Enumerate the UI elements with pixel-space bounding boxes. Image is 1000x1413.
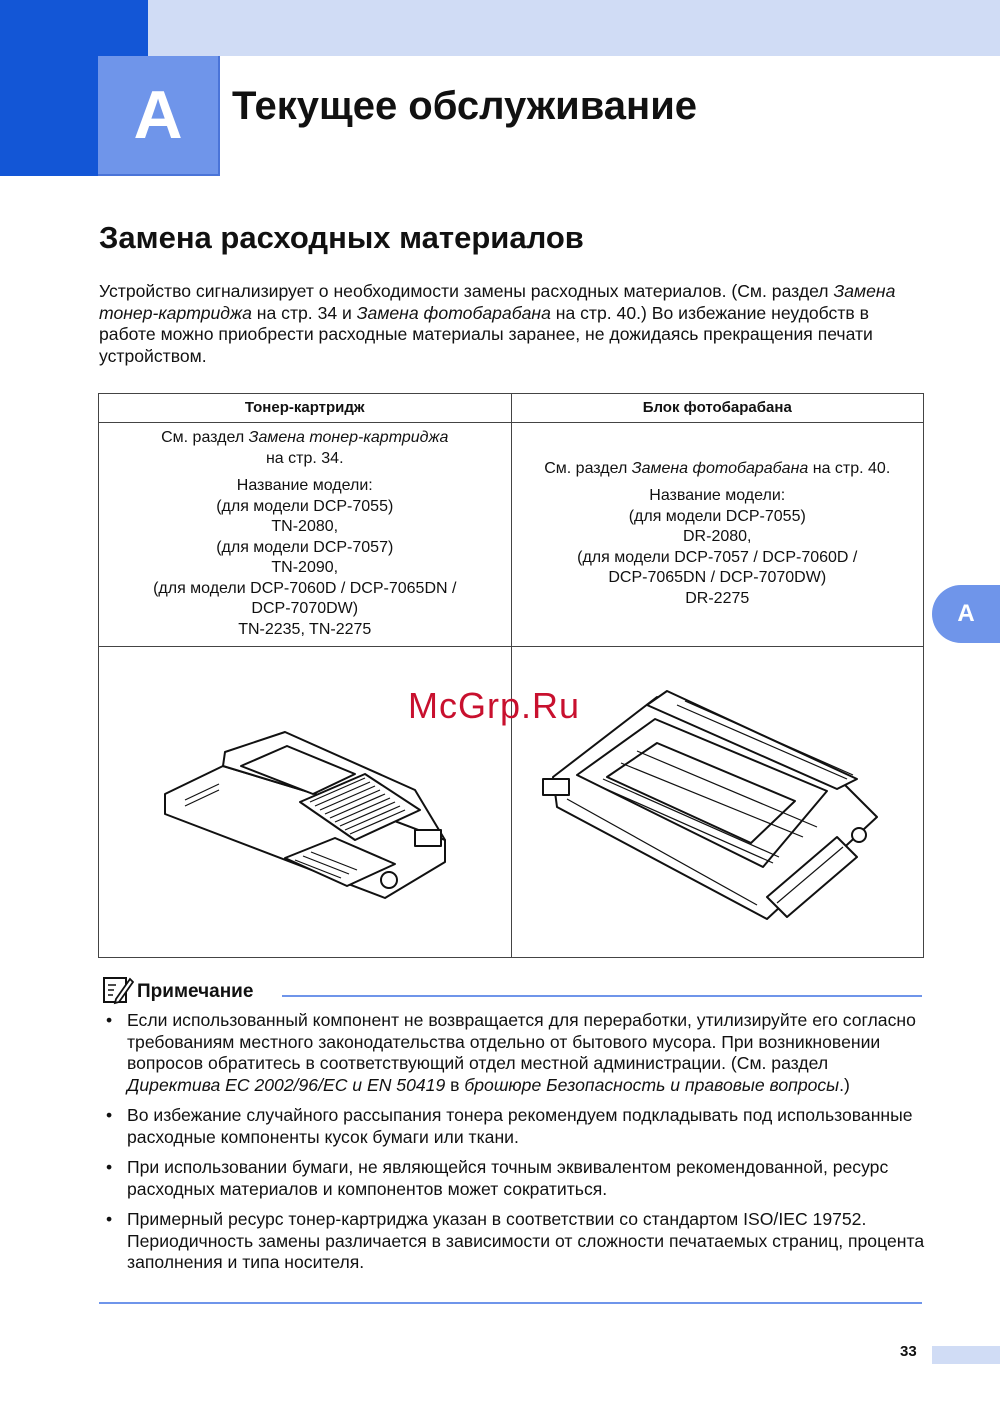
note-text: .) (839, 1074, 850, 1095)
note-text: Если использованный компонент не возвращается для переработки, утилизируйте его согласно требованиям местного законодательства отдельно от бытового мусора. При возникновении вопросов обратитесь в соответствующий отдел местной администрации. (См. раздел (127, 1010, 916, 1073)
chapter-letter: A (133, 77, 183, 153)
note-divider-top (282, 995, 922, 997)
toner-ref (107, 428, 503, 469)
list-item (106, 1010, 926, 1096)
note-link-brochure[interactable]: брошюре Безопасность и правовые вопросы (464, 1074, 840, 1095)
toner-info-cell (99, 423, 512, 647)
consumables-table (98, 393, 924, 958)
drum-model-line: (для модели DCP-7055) (628, 507, 806, 525)
toner-models (107, 476, 503, 640)
section-title: Замена расходных материалов (99, 220, 584, 255)
note-text: Примерный ресурс тонер-картриджа указан в соответствии со стандартом ISO/IEC 19752. Периодичность замены различается в зависимости от сложности печатаемых страниц, процента заполнения и типа носителя. (127, 1209, 925, 1272)
drum-model-line: (для модели DCP-7057 / DCP-7060D / (577, 548, 858, 566)
toner-model-line: DCP-7070DW) (251, 600, 359, 617)
note-text: в (445, 1074, 465, 1095)
note-list (106, 1010, 926, 1283)
table-header-row (99, 394, 924, 423)
toner-model-line: TN-2235, TN-2275 (238, 620, 372, 638)
intro-text-1: Устройство сигнализирует о необходимости замены расходных материалов. (См. раздел (99, 281, 834, 301)
chapter-title: Текущее обслуживание (232, 84, 698, 128)
note-text: Во избежание случайного рассыпания тонера рекомендуем подкладывать под использованные расходные компоненты кусок бумаги или ткани. (127, 1105, 913, 1147)
header-bar-dark (0, 0, 148, 56)
page-number: 33 (900, 1343, 917, 1360)
intro-text-3: на стр. 40.) Во избежание неудобств в работе можно приобрести расходные материалы заранее, не дожидаясь прекращения печати устройством. (99, 302, 873, 366)
table-row-models (99, 423, 924, 647)
drum-model-line: DCP-7065DN / DCP-7070DW) (608, 569, 827, 587)
note-header (100, 974, 922, 1004)
header-drum: Блок фотобарабана (511, 394, 924, 423)
intro-link-toner[interactable]: Замена тонер-картриджа (99, 281, 896, 323)
intro-link-drum[interactable]: Замена фотобарабана (356, 302, 551, 323)
drum-model-line: DR-2275 (685, 589, 750, 607)
toner-ref-page: на стр. 34. (265, 449, 344, 467)
drum-models (520, 486, 916, 609)
watermark: McGrp.Ru (408, 685, 581, 726)
toner-ref-prefix: См. раздел (161, 429, 249, 446)
toner-model-line: TN-2090, (271, 559, 339, 576)
drum-ref (520, 459, 916, 480)
intro-paragraph (99, 281, 929, 367)
toner-model-line: (для модели DCP-7060D / DCP-7065DN / (153, 579, 457, 597)
drum-ref-suffix: на стр. 40. (808, 459, 891, 477)
note-text: При использовании бумаги, не являющейся точным эквивалентом рекомендованной, ресурс расходных материалов и компонентов может сократиться. (127, 1157, 889, 1199)
list-item (106, 1157, 926, 1200)
drum-ref-link[interactable]: Замена фотобарабана (631, 459, 809, 477)
toner-model-line: (для модели DCP-7055) (216, 497, 394, 515)
toner-model-label: Название модели: (236, 477, 373, 494)
drum-ref-prefix: См. раздел (544, 459, 632, 477)
chapter-letter-box (98, 56, 220, 176)
list-item (106, 1209, 926, 1274)
toner-model-line: TN-2080, (271, 518, 339, 535)
header-bar-light (148, 0, 1000, 56)
note-link-directive[interactable]: Директива ЕС 2002/96/ЕС и EN 50419 (127, 1074, 446, 1095)
toner-model-line: (для модели DCP-7057) (216, 538, 394, 556)
note-title: Примечание (137, 981, 254, 1002)
header-toner: Тонер-картридж (99, 394, 512, 423)
toner-cartridge-illustration (145, 702, 465, 902)
header-left-strip (0, 56, 98, 176)
list-item (106, 1105, 926, 1148)
page-number-bar (932, 1346, 1000, 1364)
note-divider-bottom (99, 1302, 922, 1304)
drum-info-cell (511, 423, 924, 647)
toner-ref-link[interactable]: Замена тонер-картриджа (248, 429, 449, 446)
drum-unit-illustration (537, 667, 897, 937)
drum-model-label: Название модели: (649, 487, 786, 505)
intro-text-2: на стр. 34 и (251, 302, 357, 323)
drum-model-line: DR-2080, (683, 528, 752, 546)
chapter-side-tab[interactable]: A (932, 585, 1000, 643)
note-pencil-icon (102, 975, 134, 1005)
